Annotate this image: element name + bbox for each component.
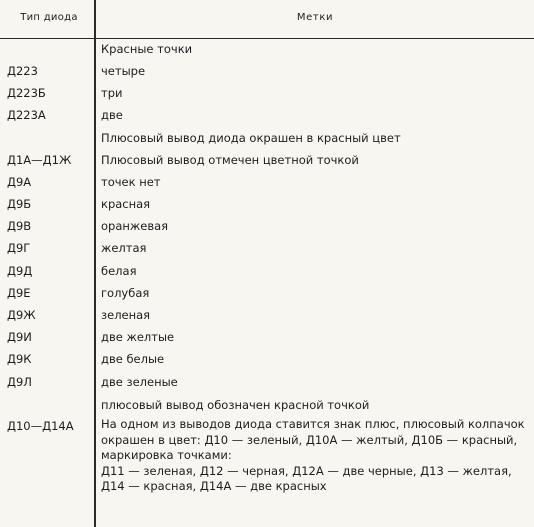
row-type: Д9Ж <box>7 308 36 322</box>
row-mark: четыре <box>101 64 146 78</box>
row-mark: красная <box>101 197 151 211</box>
row-type: Д9Д <box>7 264 33 278</box>
section-label: Красные точки <box>101 42 193 56</box>
row-mark: две зеленые <box>101 375 178 389</box>
row-mark: точек нет <box>101 175 161 189</box>
column-divider <box>94 0 96 527</box>
row-mark: две <box>101 108 123 122</box>
row-type: Д9И <box>7 330 32 344</box>
row-type: Д9А <box>7 175 32 189</box>
row-type: Д9К <box>7 352 32 366</box>
row-type: Д9В <box>7 219 32 233</box>
row-mark: желтая <box>101 241 147 255</box>
row-type: Д10—Д14А <box>7 419 74 433</box>
row-mark: две желтые <box>101 330 175 344</box>
row-mark: На одном из выводов диода ставится знак плюс, плюсовый колпачок окрашен в цвет: Д10 — зеленый, Д10А — желтый, Д10Б — красный, маркировка точками: Д11 — зеленая, Д12 — черная, Д12А — две черные, Д13 — желтая, Д14 — красная, Д14А — две красных <box>101 417 525 493</box>
row-type: Д223 <box>7 64 38 78</box>
row-mark: белая <box>101 264 137 278</box>
row-mark: три <box>101 86 123 100</box>
row-mark: голубая <box>101 286 150 300</box>
row-type: Д223Б <box>7 86 46 100</box>
header-marks: Метки <box>296 12 334 23</box>
section-label: Плюсовый вывод диода окрашен в красный цвет <box>101 131 401 145</box>
section-label: плюсовый вывод обозначен красной точкой <box>101 398 370 412</box>
header-type: Тип диода <box>20 12 78 23</box>
row-type: Д9Б <box>7 197 32 211</box>
row-mark: зеленая <box>101 308 151 322</box>
table-header <box>0 0 534 39</box>
row-type: Д9Г <box>7 241 31 255</box>
row-type: Д1А—Д1Ж <box>7 153 72 167</box>
row-mark: оранжевая <box>101 219 169 233</box>
row-mark: две белые <box>101 352 165 366</box>
row-type: Д9Л <box>7 375 32 389</box>
row-mark: Плюсовый вывод отмечен цветной точкой <box>101 153 359 167</box>
row-type: Д223А <box>7 108 46 122</box>
row-type: Д9Е <box>7 286 31 300</box>
